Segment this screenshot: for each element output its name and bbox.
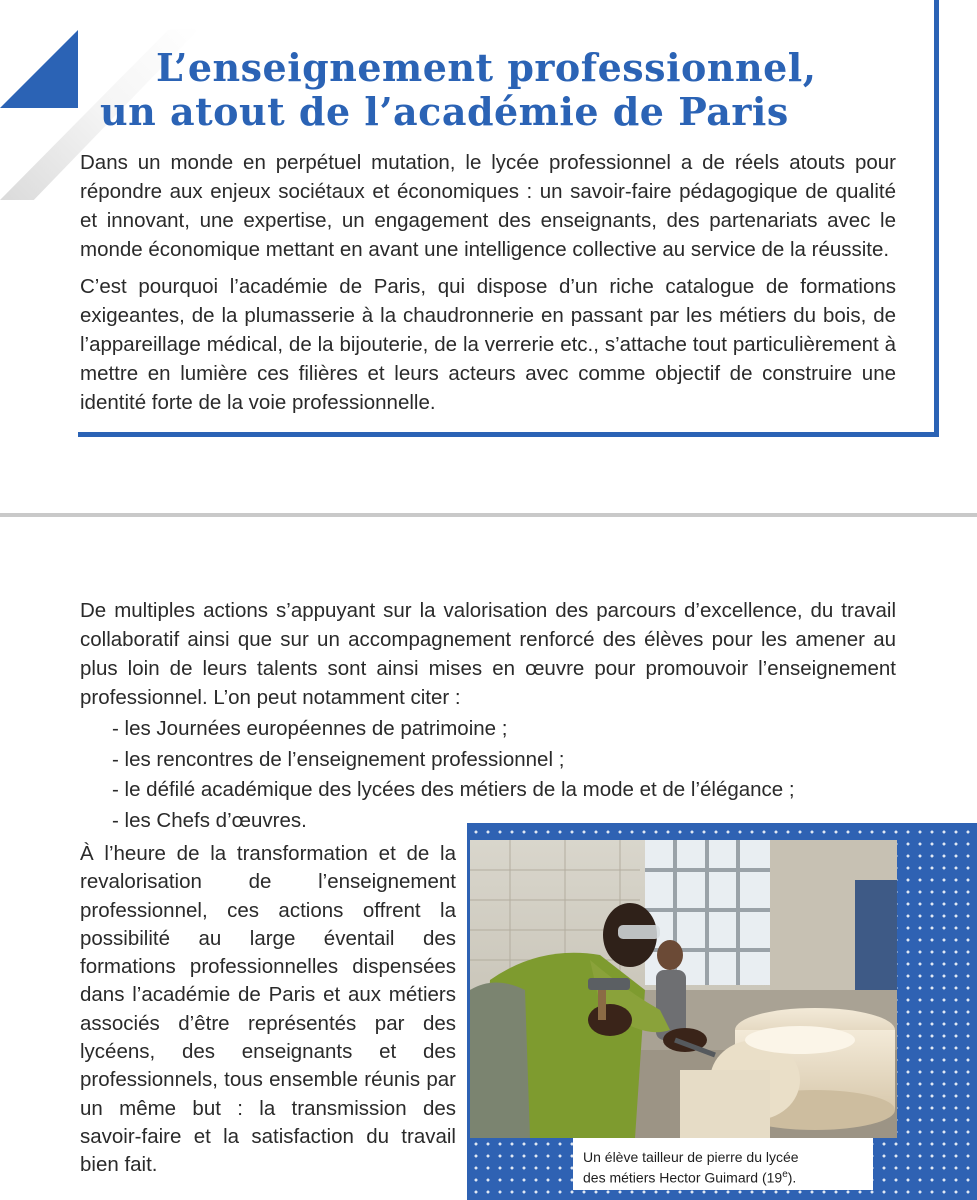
photo-caption-box	[573, 1138, 873, 1190]
caption-line-2: des métiers Hector Guimard (19	[583, 1169, 783, 1186]
caption-superscript: e	[782, 1169, 788, 1180]
intro-panel	[0, 0, 977, 510]
list-item: - les rencontres de l’enseignement professionnel ;	[112, 745, 896, 776]
list-item: - les Chefs d’œuvres.	[112, 806, 896, 837]
frame-right-border	[934, 0, 939, 436]
photo-caption	[583, 1148, 868, 1187]
actions-list	[80, 714, 896, 836]
list-item: - les Journées européennes de patrimoine ;	[112, 714, 896, 745]
intro-paragraph-1: Dans un monde en perpétuel mutation, le lycée professionnel a de réels atouts pour répondre aux enjeux sociétaux et économiques : un savoir-faire pédagogique de qualité et innovant, une expertise, un engagement des enseignants, des partenariats avec le monde économique mettant en avant une intelligence collective au service de la réussite.	[80, 151, 896, 261]
page-title	[100, 46, 860, 134]
list-item: - le défilé académique des lycées des métiers de la mode et de l’élégance ;	[112, 775, 896, 806]
title-line-1: L’enseignement professionnel,	[156, 45, 817, 90]
closing-paragraph: À l’heure de la transformation et de la revalorisation de l’enseignement professionnel, ces actions offrent la possibilité au large éventail des formations professionnelles dispensées dans l’académie de Paris et aux métiers associés d’être représentés par des lycéens, des enseignants et des professionnels, tous ensemble réunis par un même but : la transmission des savoir-faire et la satisfaction du travail bien fait.	[80, 842, 456, 1177]
caption-end: ).	[787, 1169, 797, 1186]
stonemason-photo	[470, 840, 897, 1138]
intro-paragraph-2: C’est pourquoi l’académie de Paris, qui dispose d’un riche catalogue de formations exigeantes, de la plumasserie à la chaudronnerie en passant par les métiers du bois, de l’appareillage médical, de la bijouterie, de la verrerie etc., s’attache tout particulièrement à mettre en lumière ces filières et leurs acteurs avec comme objectif de construire une identité forte de la voie professionnelle.	[80, 275, 896, 414]
workshop-illustration	[470, 840, 897, 1138]
caption-line-1: Un élève tailleur de pierre du lycée	[583, 1149, 799, 1165]
actions-section	[80, 596, 896, 836]
frame-bottom-border	[78, 432, 939, 437]
actions-lead-paragraph: De multiples actions s’appuyant sur la valorisation des parcours d’excellence, du travail collaboratif ainsi que sur un accompagnement renforcé des élèves pour les amener au plus loin de leurs talents sont ainsi mises en œuvre pour promouvoir l’enseignement professionnel. L’on peut notamment citer :	[80, 599, 896, 709]
section-divider	[0, 513, 977, 517]
title-line-2: un atout de l’académie de Paris	[100, 89, 789, 134]
intro-text	[80, 148, 896, 425]
